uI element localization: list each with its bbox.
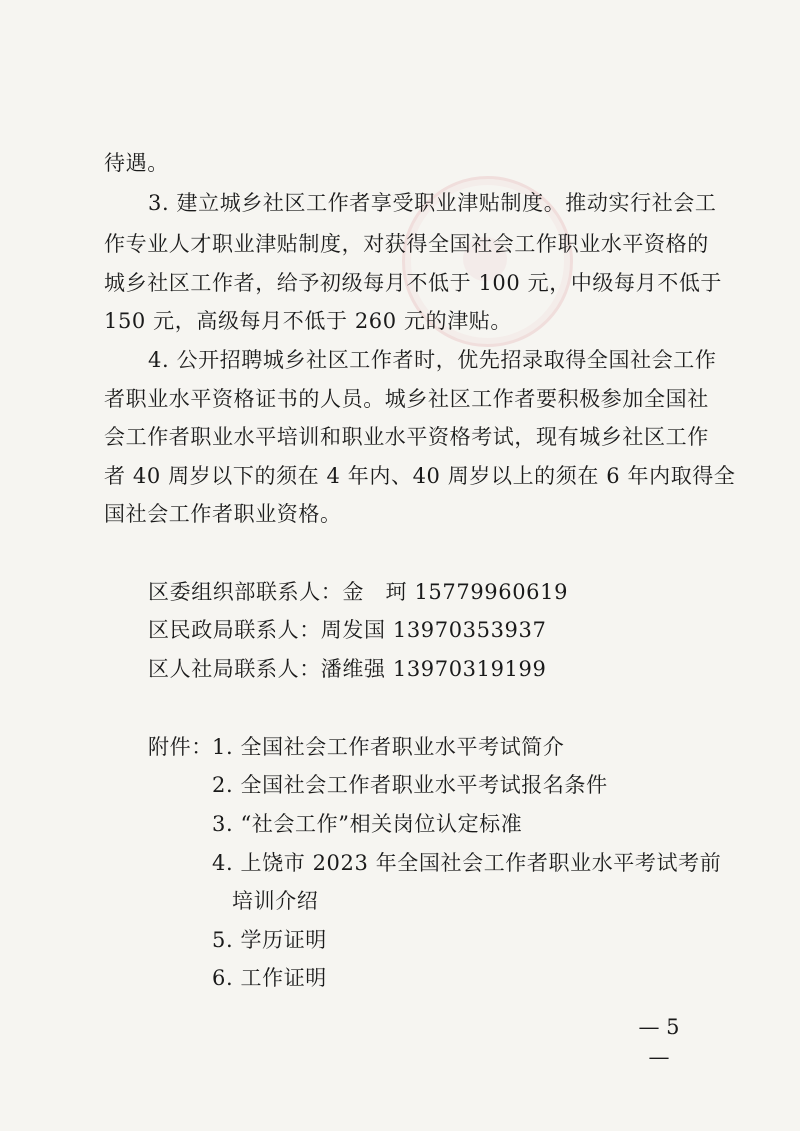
- attachment-item: 3. “社会工作”相关岗位认定标准: [212, 812, 523, 836]
- contact-line: 区民政局联系人：周发国 13970353937: [148, 618, 547, 642]
- body-line: 城乡社区工作者，给予初级每月不低于 100 元，中级每月不低于: [104, 271, 723, 295]
- body-line: 4. 公开招聘城乡社区工作者时，优先招录取得全国社会工作: [148, 348, 717, 372]
- body-line: 3. 建立城乡社区工作者享受职业津贴制度。推动实行社会工: [148, 191, 717, 215]
- body-line: 作专业人才职业津贴制度，对获得全国社会工作职业水平资格的: [104, 232, 709, 256]
- contact-line: 区人社局联系人：潘维强 13970319199: [148, 657, 547, 681]
- contact-line: 区委组织部联系人：金 珂 15779960619: [148, 580, 569, 604]
- attachment-item: 1. 全国社会工作者职业水平考试简介: [212, 735, 565, 759]
- body-line: 国社会工作者职业资格。: [104, 502, 342, 526]
- body-line: 者 40 周岁以下的须在 4 年内、40 周岁以上的须在 6 年内取得全: [104, 464, 736, 488]
- body-line: 会工作者职业水平培训和职业水平资格考试，现有城乡社区工作: [104, 425, 709, 449]
- attachment-item: 4. 上饶市 2023 年全国社会工作者职业水平考试考前: [212, 851, 722, 875]
- attachment-item: 2. 全国社会工作者职业水平考试报名条件: [212, 773, 608, 797]
- attachment-item: 5. 学历证明: [212, 928, 327, 952]
- body-line: 待遇。: [104, 151, 169, 175]
- body-line: 150 元，高级每月不低于 260 元的津贴。: [104, 309, 512, 333]
- body-line: 者职业水平资格证书的人员。城乡社区工作者要积极参加全国社: [104, 387, 709, 411]
- attachment-item-continuation: 培训介绍: [232, 889, 319, 913]
- attachment-item: 6. 工作证明: [212, 966, 327, 990]
- page-number: — 5 —: [638, 1015, 680, 1069]
- attachments-label: 附件：: [148, 735, 213, 759]
